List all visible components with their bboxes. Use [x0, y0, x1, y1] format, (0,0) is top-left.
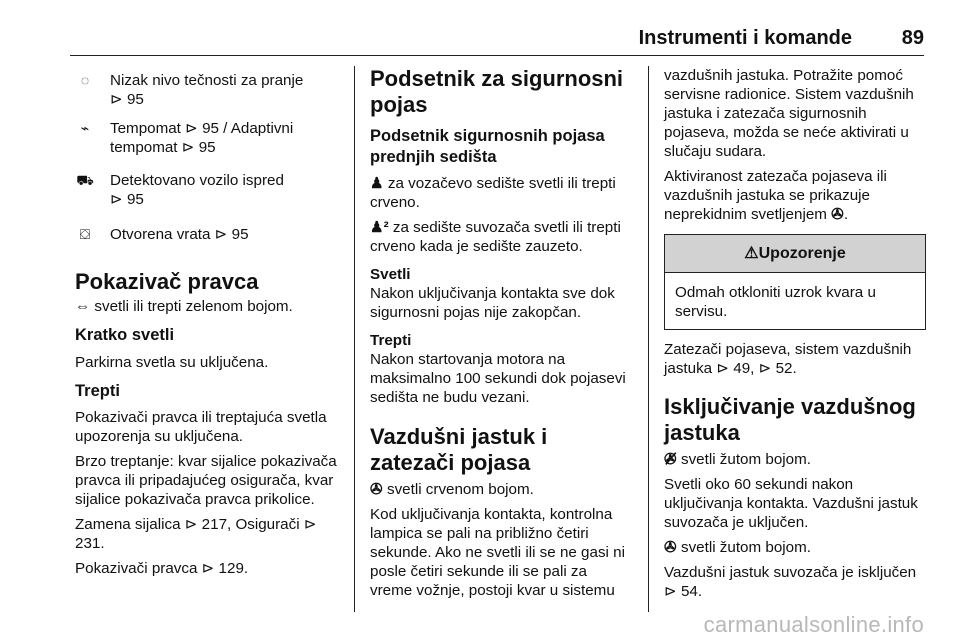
short-lights-text: Parkirna svetla su uključena. — [75, 354, 269, 371]
seatbelt-heading: Podsetnik za sigurnosni pojas — [370, 66, 624, 117]
indicator-ref: ⊳ 95 — [110, 91, 144, 108]
vehicle-ahead-icon: ⛟ — [76, 172, 94, 188]
column-right — [664, 66, 926, 601]
watermark: carmanualsonline.info — [703, 612, 924, 637]
column-left — [75, 66, 345, 578]
column-divider-left — [354, 66, 355, 612]
seatbelt-subheading: Podsetnik sigurnosnih pojasa prednjih sedišta — [370, 127, 605, 166]
indicator-text: Tempomat ⊳ 95 / Adaptivni tempomat ⊳ 95 — [110, 120, 294, 156]
indicator-text: Detektovano vozilo ispred — [110, 172, 284, 189]
lights-block — [370, 265, 632, 322]
airbag-text-1: ✇ svetli crvenom bojom. — [370, 481, 534, 498]
airbag-tensioner-text: Aktiviranost zatezača pojaseva ili vazdušnih jastuka se prikazuje neprekidnim svetljenjem ✇. — [664, 168, 887, 223]
airbag-heading: Vazdušni jastuk i zatezači pojasa — [370, 424, 548, 475]
airbag-off-text-2: Svetli oko 60 sekundi nakon uključivanja kontakta. Vazdušni jastuk suvozača je uključen. — [664, 476, 918, 531]
airbag-icon: ✇ — [370, 481, 383, 498]
blink-paragraph-3: Zamena sijalica ⊳ 217, Osigurači ⊳ 231. — [75, 516, 317, 552]
warning-box — [664, 234, 926, 330]
airbag-off-icon: ✇̸ — [664, 451, 677, 468]
warning-icon: ⚠ — [744, 245, 759, 262]
blink-paragraph-1: Pokazivači pravca ili treptajuća svetla upozorenja su uključena. — [75, 409, 327, 445]
turn-signal-heading: Pokazivač pravca — [75, 269, 259, 294]
indicator-washer-fluid — [75, 71, 345, 113]
warning-text: Odmah otkloniti uzrok kvara u servisu. — [675, 284, 876, 320]
short-lights-heading: Kratko svetli — [75, 326, 175, 344]
airbag-off-text-1: ✇̸ svetli žutom bojom. — [664, 451, 811, 468]
blink-paragraph-4: Pokazivači pravca ⊳ 129. — [75, 560, 249, 577]
airbag-on-icon: ✇ — [664, 539, 677, 556]
blink-text: Nakon startovanja motora na maksimalno 100 sekundi dok pojasevi sedišta ne budu vezani. — [370, 351, 626, 406]
airbag-text-2: Kod uključivanja kontakta, kontrolna lampica se pali na približno četiri sekunde. Ako ne svetli ili se ne gasi ni posle četiri sekunde ili se pali za vreme vožnje, postoji kvar u sistemu — [370, 506, 625, 599]
page-header — [0, 0, 960, 60]
blink-paragraph-2: Brzo treptanje: kvar sijalice pokazivača pravca ili pripadajućeg osigurača, kvar sijalice pokazivača pravca prikolice. — [75, 453, 337, 508]
warning-header — [665, 235, 925, 273]
blink-heading: Trepti — [75, 382, 120, 400]
lights-label: Svetli — [370, 266, 411, 283]
blink-label: Trepti — [370, 332, 412, 349]
indicator-cruise-control — [75, 119, 310, 171]
airbag-off-text-4: Vazdušni jastuk suvozača je isključen ⊳ 54. — [664, 564, 917, 600]
seatbelt-driver-text: ♟ za vozačevo sedište svetli ili trepti crveno. — [370, 175, 616, 211]
airbag-icon: ✇ — [831, 206, 844, 223]
indicator-text: Otvorena vrata ⊳ 95 — [110, 226, 249, 243]
indicator-door-open — [75, 225, 345, 251]
header-title: Instrumenti i komande — [638, 27, 852, 49]
seatbelt-passenger-icon: ♟² — [370, 219, 389, 236]
page-number: 89 — [901, 27, 924, 49]
washer-fluid-icon: ◌ — [80, 72, 90, 88]
indicator-ref: ⊳ 95 — [110, 191, 144, 208]
turn-arrows-icon: ⇔ — [75, 298, 91, 315]
seatbelt-icon: ♟ — [370, 175, 384, 192]
warning-title: Upozorenje — [758, 245, 846, 262]
seatbelt-passenger-text: ♟² za sedište suvozača svetli ili trepti crveno kada je sedište zauzeto. — [370, 219, 621, 255]
airbag-continued-text: vazdušnih jastuka. Potražite pomoć servisne radionice. Sistem vazdušnih jastuka i zatezača sigurnosnih pojaseva, možda se neće aktivirati u slučaju sudara. — [664, 67, 914, 160]
tensioner-ref-text: Zatezači pojaseva, sistem vazdušnih jastuka ⊳ 49, ⊳ 52. — [664, 341, 912, 377]
header-rule — [70, 55, 924, 56]
column-middle — [370, 66, 632, 600]
indicator-text: Nizak nivo tečnosti za pranje — [110, 72, 304, 89]
airbag-off-heading: Isključivanje vazdušnog jastuka — [664, 394, 916, 445]
blink-block — [370, 331, 632, 407]
cruise-control-icon: ⌁ — [80, 120, 90, 136]
door-open-icon: ⛋ — [79, 226, 91, 242]
indicator-vehicle-ahead — [75, 171, 345, 213]
lights-text: Nakon uključivanja kontakta sve dok sigurnosni pojas nije zakopčan. — [370, 285, 615, 321]
airbag-off-text-3: ✇ svetli žutom bojom. — [664, 539, 811, 556]
column-divider-right — [648, 66, 649, 612]
turn-signal-text: ⇔ svetli ili trepti zelenom bojom. — [75, 298, 293, 315]
